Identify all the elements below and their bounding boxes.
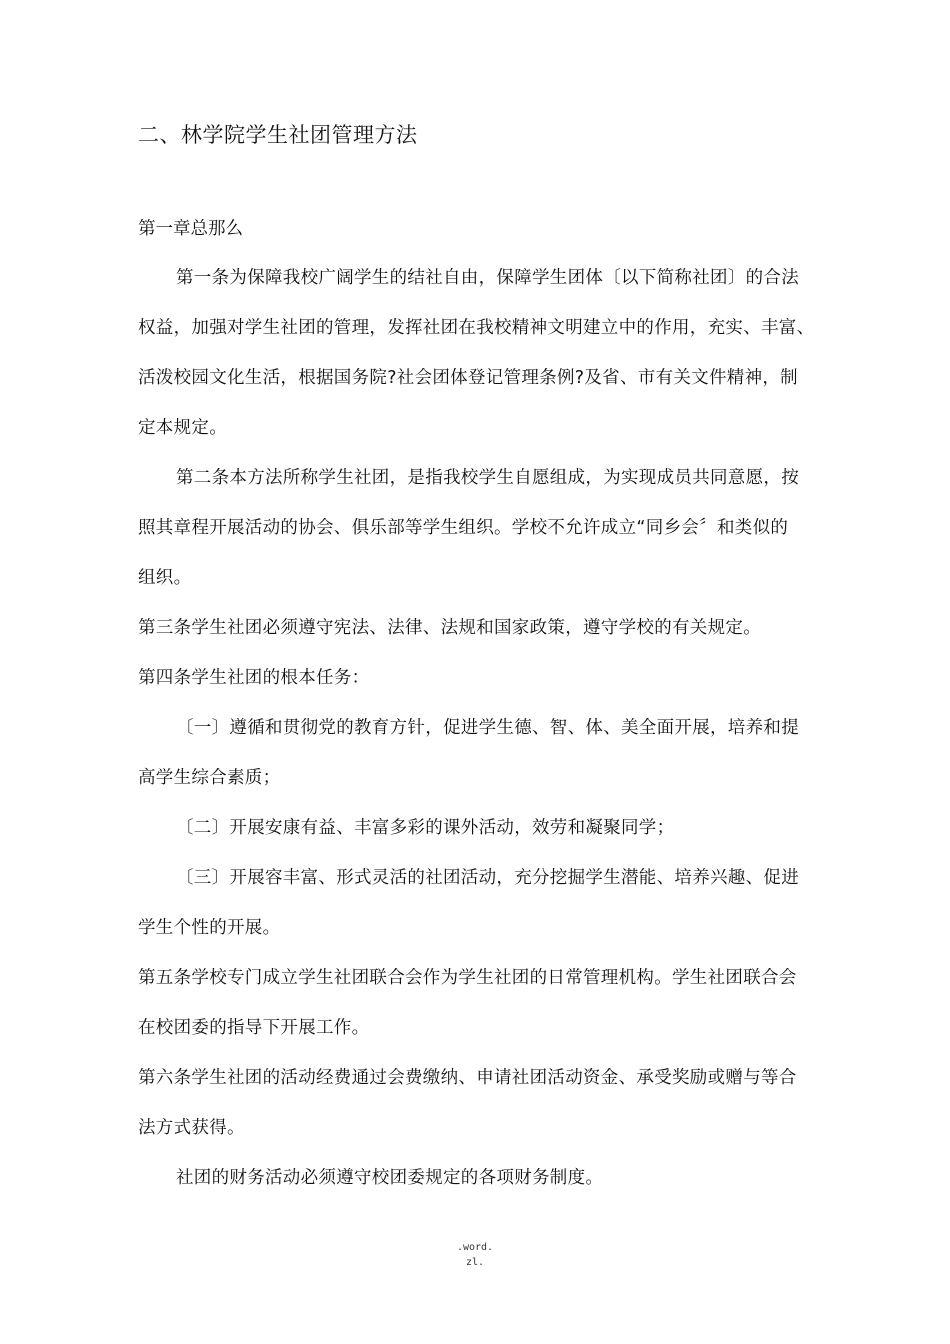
article-2-line: 组织。: [138, 568, 192, 588]
article-5-line: 在校团委的指导下开展工作。: [138, 1018, 370, 1038]
article-1: [138, 253, 818, 453]
article-6: [138, 1053, 818, 1153]
article-6-line: 法方式获得。: [138, 1118, 245, 1138]
task-1: [138, 703, 818, 803]
article-1-line: 定本规定。: [138, 418, 227, 438]
footer-line-1: .word.: [456, 1242, 494, 1253]
task-3-line: 〔三〕开展容丰富、形式灵活的社团活动，充分挖掘学生潜能、培养兴趣、促进: [176, 868, 799, 888]
article-1-line: 活泼校园文化生活，根据国务院?社会团体登记管理条例?及省、市有关文件精神，制: [138, 368, 798, 388]
document-title: 二、林学院学生社团管理方法: [138, 123, 418, 147]
article-2-line: 第二条本方法所称学生社团，是指我校学生自愿组成，为实现成员共同意愿，按: [176, 468, 799, 488]
article-5-line: 第五条学校专门成立学生社团联合会作为学生社团的日常管理机构。学生社团联合会: [138, 968, 797, 988]
chapter-heading: 第一章总那么: [138, 219, 243, 239]
page-footer: [0, 1240, 950, 1270]
article-1-line: 权益，加强对学生社团的管理，发挥社团在我校精神文明建立中的作用，充实、丰富、: [138, 318, 815, 338]
task-3: [138, 853, 818, 953]
task-1-line: 〔一〕遵循和贯彻党的教育方针，促进学生德、智、体、美全面开展，培养和提: [176, 718, 799, 738]
article-4-line: 第四条学生社团的根本任务：: [138, 668, 370, 688]
task-3-line: 学生个性的开展。: [138, 918, 281, 938]
task-2: [138, 803, 818, 853]
article-5: [138, 953, 818, 1053]
footer-line-2: zl.: [465, 1257, 485, 1268]
article-3: [138, 603, 818, 653]
article-2-line: 照其章程开展活动的协会、俱乐部等学生组织。学校不允许成立“同乡会〞和类似的: [138, 518, 789, 538]
finance-note-line: 社团的财务活动必须遵守校团委规定的各项财务制度。: [176, 1168, 604, 1188]
article-4: [138, 653, 818, 703]
task-1-line: 高学生综合素质；: [138, 768, 281, 788]
task-2-line: 〔二〕开展安康有益、丰富多彩的课外活动，效劳和凝聚同学；: [176, 818, 675, 838]
article-1-line: 第一条为保障我校广阔学生的结社自由，保障学生团体〔以下简称社团〕的合法: [176, 268, 799, 288]
finance-note: [138, 1153, 818, 1203]
article-2: [138, 453, 818, 603]
article-3-line: 第三条学生社团必须遵守宪法、法律、法规和国家政策，遵守学校的有关规定。: [138, 618, 761, 638]
article-6-line: 第六条学生社团的活动经费通过会费缴纳、申请社团活动资金、承受奖励或赠与等合: [138, 1068, 797, 1088]
